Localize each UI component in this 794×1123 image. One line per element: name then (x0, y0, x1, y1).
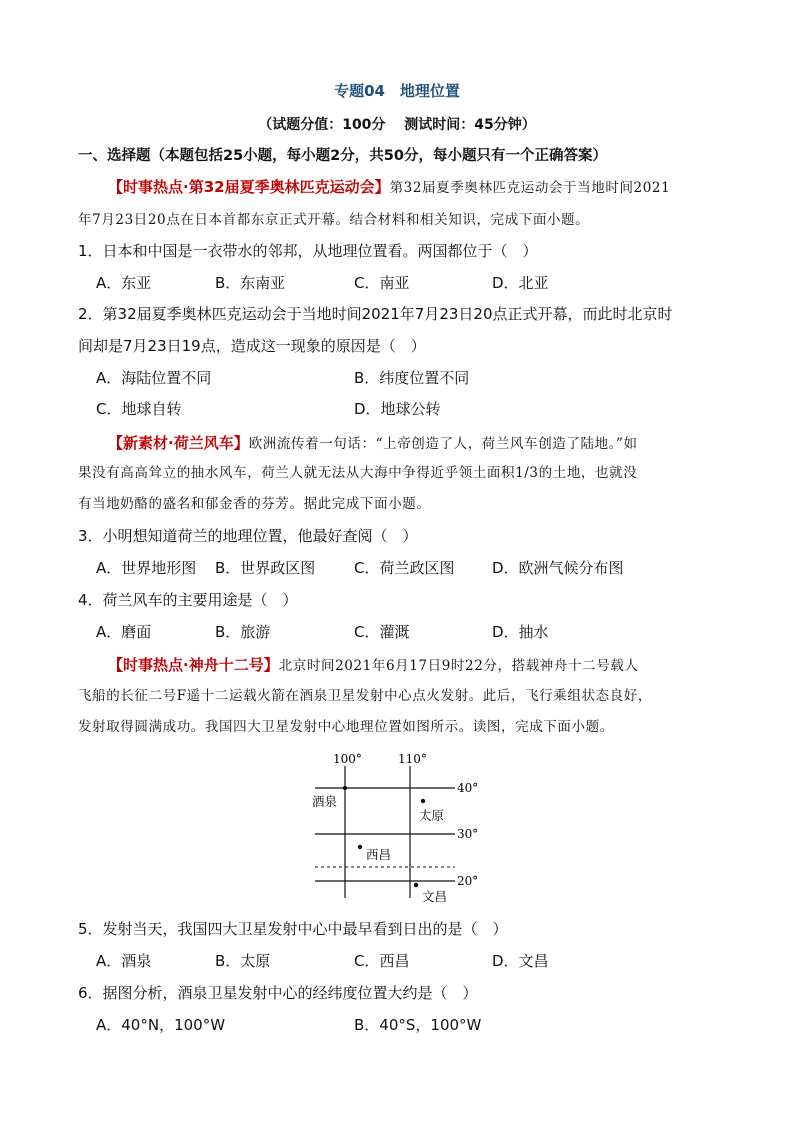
option-b[interactable]: B．旅游 (215, 623, 271, 641)
page-title: 专题04 地理位置 (334, 82, 460, 100)
question-stem: 间却是7月23日19点，造成这一现象的原因是（ ） (78, 337, 426, 355)
taiyuan-point (421, 799, 425, 803)
option-a[interactable]: A．世界地形图 (96, 559, 197, 577)
lat-label-30: 30° (457, 827, 479, 841)
option-d[interactable]: D．北亚 (492, 274, 549, 292)
option-b[interactable]: B．太原 (215, 952, 271, 970)
option-d[interactable]: D．抽水 (492, 623, 549, 641)
material-text: 有当地奶酪的盛名和郁金香的芬芳。据此完成下面小题。 (78, 496, 431, 512)
material-text: 果没有高高耸立的抽水风车，荷兰人就无法从大海中争得近乎领土面积1/3的土地，也就没 (78, 465, 638, 481)
question-stem: 4．荷兰风车的主要用途是（ ） (78, 591, 298, 609)
jiuquan-label: 酒泉 (312, 794, 338, 809)
option-a[interactable]: A．东亚 (96, 274, 152, 292)
option-a[interactable]: A．酒泉 (96, 952, 152, 970)
option-c[interactable]: C．灌溉 (354, 623, 410, 641)
material-text: 欧洲流传着一句话：“上帝创造了人，荷兰风车创造了陆地。”如 (248, 436, 638, 452)
option-c[interactable]: C．地球自转 (96, 400, 182, 418)
option-c[interactable]: C．南亚 (354, 274, 410, 292)
jiuquan-point (343, 786, 347, 790)
page-subtitle: （试题分值：100分 测试时间：45分钟） (258, 117, 536, 133)
option-d[interactable]: D．文昌 (492, 952, 549, 970)
option-c[interactable]: C．荷兰政区图 (354, 559, 455, 577)
taiyuan-label: 太原 (419, 808, 445, 823)
material-paragraph (108, 177, 670, 198)
material-paragraph (108, 433, 638, 454)
material-text: 飞船的长征二号F遥十二运载火箭在酒泉卫星发射中心点火发射。此后，飞行乘组状态良好， (78, 688, 652, 704)
option-a[interactable]: A．海陆位置不同 (96, 369, 212, 387)
material-tag: 【时事热点·神舟十二号】 (108, 656, 279, 674)
material-tag: 【时事热点·第32届夏季奥林匹克运动会】 (108, 178, 390, 196)
material-paragraph (108, 655, 639, 676)
wenchang-label: 文昌 (422, 889, 448, 904)
option-b[interactable]: B．世界政区图 (215, 559, 316, 577)
material-text: 发射取得圆满成功。我国四大卫星发射中心地理位置如图所示。读图，完成下面小题。 (78, 719, 614, 735)
lon-label-110: 110° (398, 752, 427, 766)
lat-label-20: 20° (457, 874, 479, 888)
option-b[interactable]: B．东南亚 (215, 274, 286, 292)
option-a[interactable]: A．磨面 (96, 623, 152, 641)
option-a[interactable]: A．40°N，100°W (96, 1016, 226, 1034)
option-d[interactable]: D．地球公转 (354, 400, 441, 418)
question-stem: 2．第32届夏季奥林匹克运动会于当地时间2021年7月23日20点正式开幕，而此时北京时 (78, 305, 673, 323)
option-d[interactable]: D．欧洲气候分布图 (492, 559, 624, 577)
lat-label-40: 40° (457, 781, 479, 795)
option-b[interactable]: B．40°S，100°W (354, 1016, 482, 1034)
launch-centers-map (305, 748, 485, 908)
question-stem: 5．发射当天，我国四大卫星发射中心中最早看到日出的是（ ） (78, 920, 508, 938)
option-b[interactable]: B．纬度位置不同 (354, 369, 470, 387)
wenchang-point (414, 883, 418, 887)
material-text: 第32届夏季奥林匹克运动会于当地时间2021 (389, 180, 671, 196)
lon-label-100: 100° (333, 752, 362, 766)
xichang-label: 西昌 (366, 847, 392, 862)
question-stem: 6．据图分析，酒泉卫星发射中心的经纬度位置大约是（ ） (78, 984, 478, 1002)
question-stem: 1．日本和中国是一衣带水的邻邦，从地理位置看。两国都位于（ ） (78, 242, 538, 260)
section-heading: 一、选择题（本题包括25小题，每小题2分，共50分，每小题只有一个正确答案） (78, 148, 607, 164)
xichang-point (358, 845, 362, 849)
material-tag: 【新素材·荷兰风车】 (108, 434, 249, 452)
option-c[interactable]: C．西昌 (354, 952, 410, 970)
material-text: 年7月23日20点在日本首都东京正式开幕。结合材料和相关知识，完成下面小题。 (78, 212, 590, 228)
question-stem: 3．小明想知道荷兰的地理位置，他最好查阅（ ） (78, 527, 418, 545)
material-text: 北京时间2021年6月17日9时22分，搭载神舟十二号载人 (278, 658, 639, 674)
